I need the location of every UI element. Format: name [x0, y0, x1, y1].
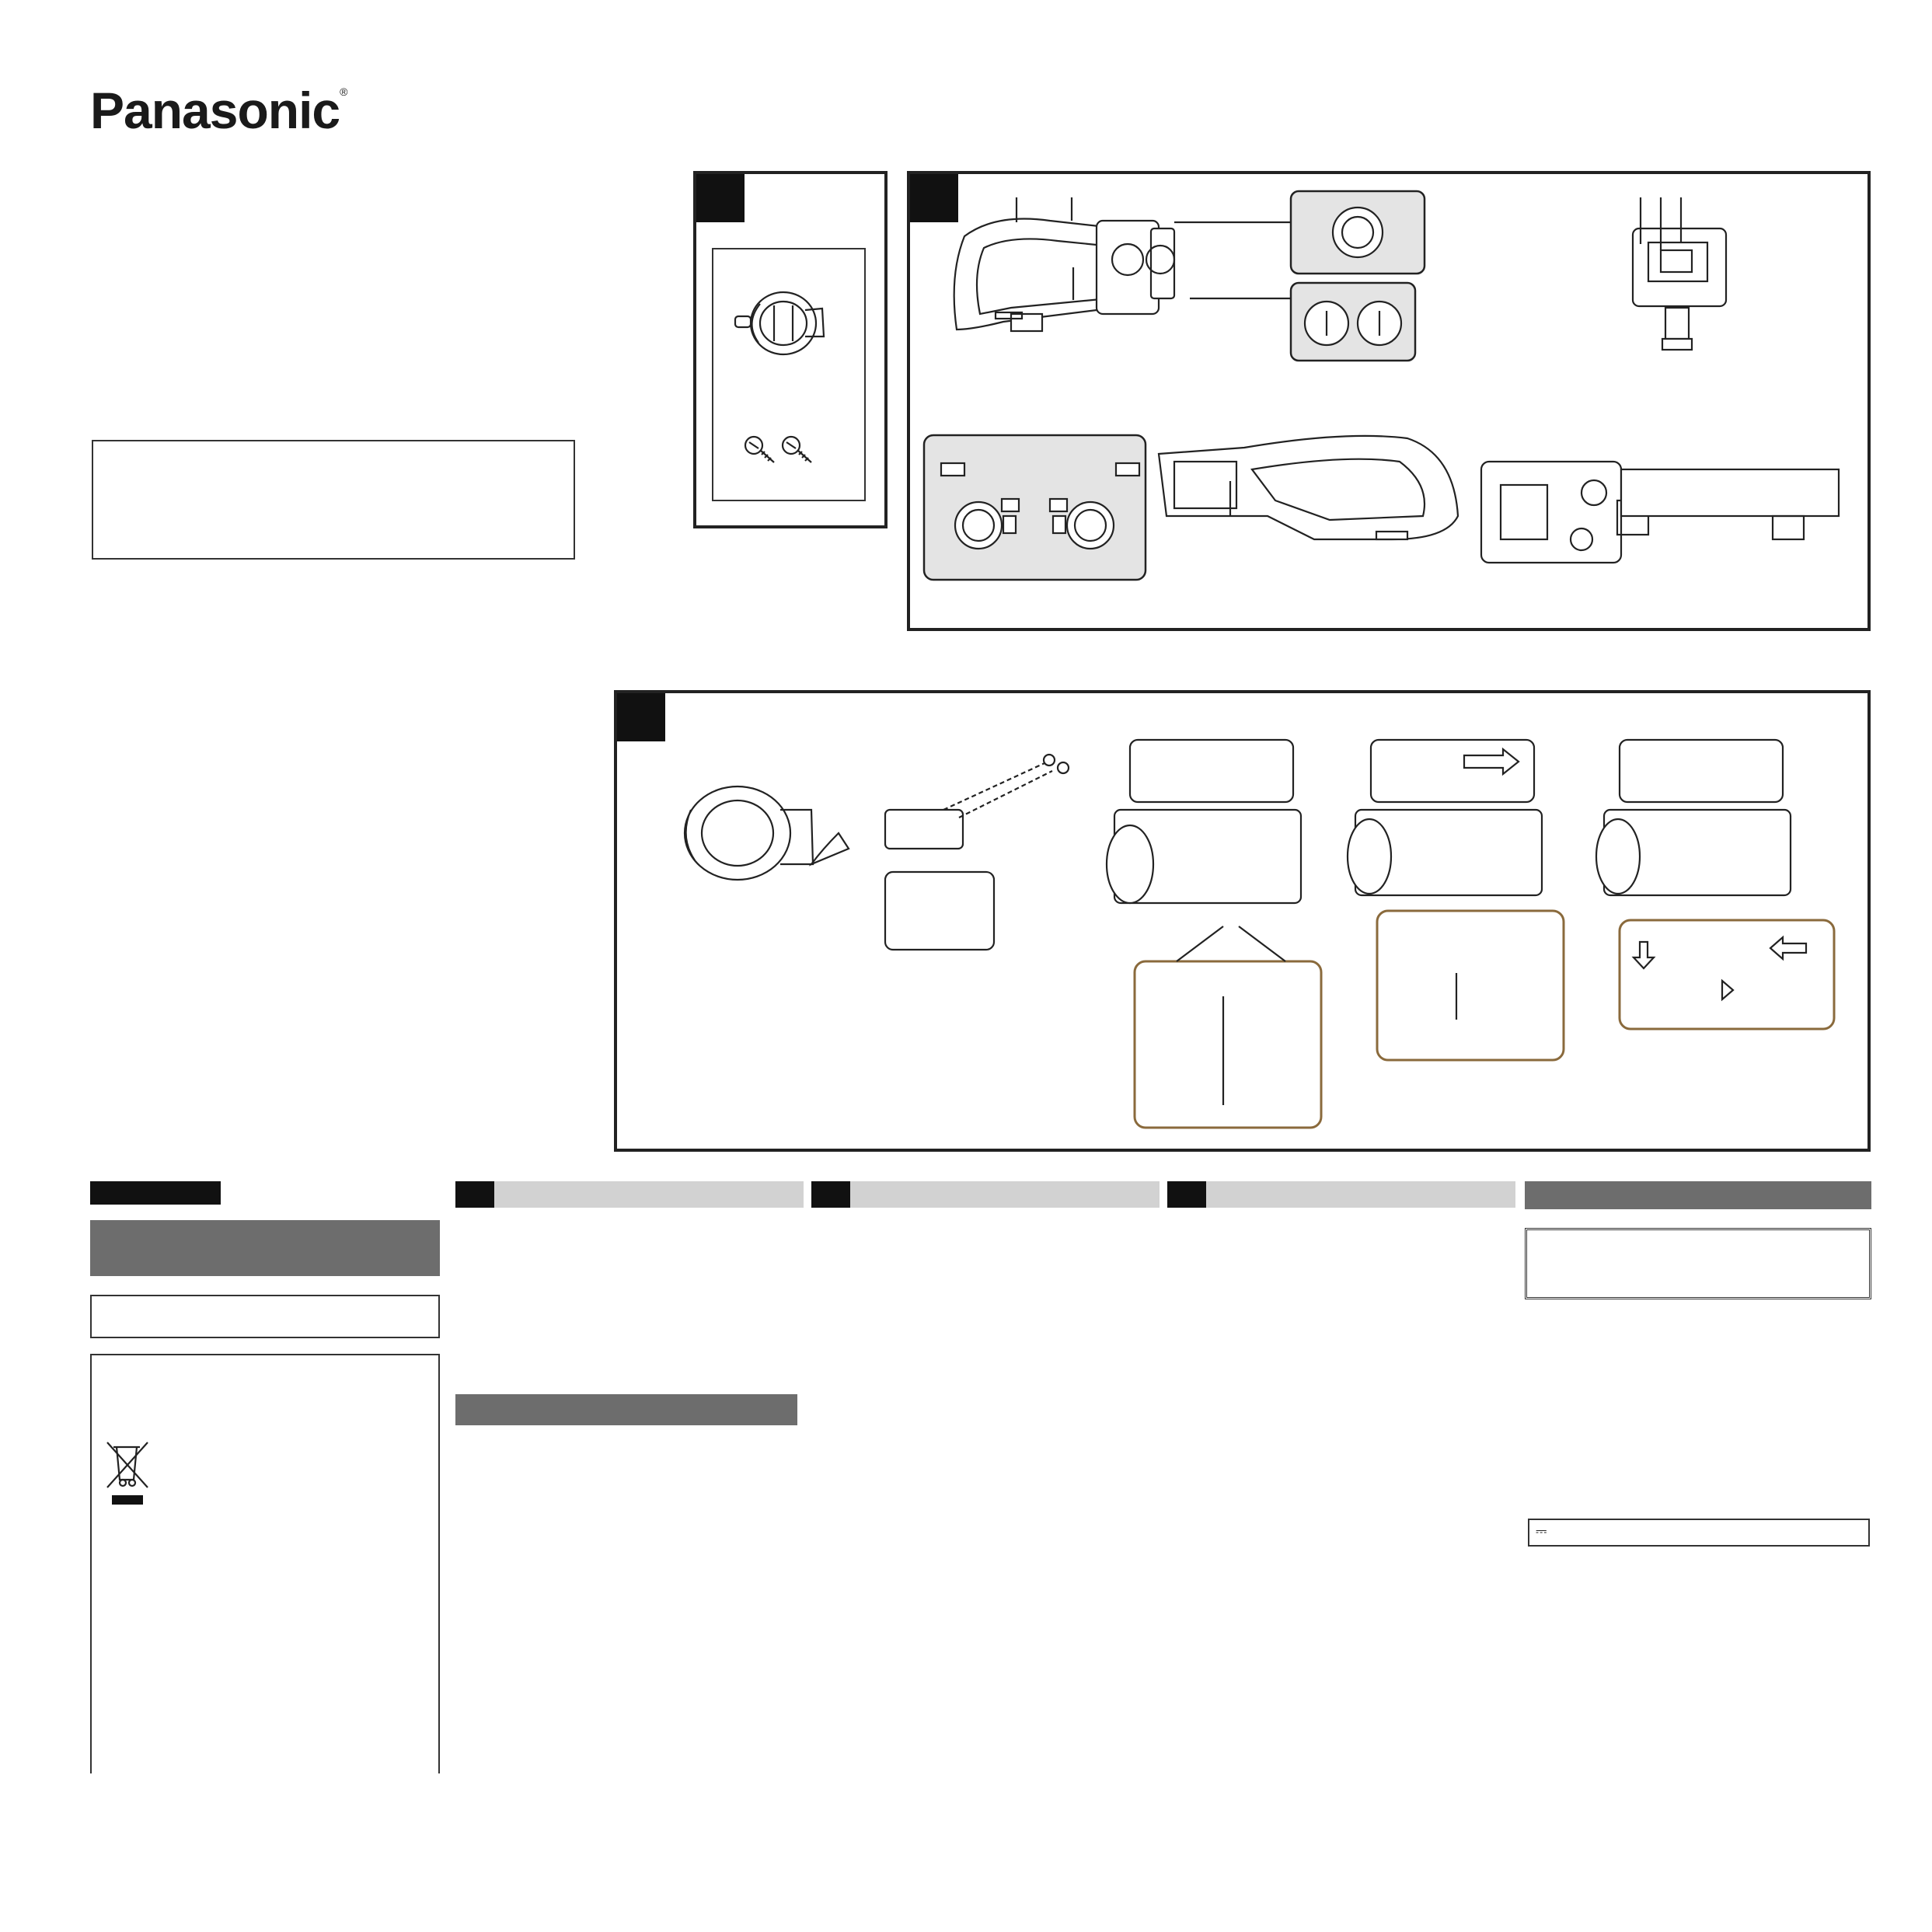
handle-rear-view — [1633, 197, 1726, 350]
camera-attach-step-3 — [1596, 740, 1834, 1029]
brand-logo-text: Panasonic — [90, 82, 340, 139]
accessories-illustration — [713, 249, 864, 500]
language-tab — [90, 1181, 221, 1205]
dc-power-box — [1528, 1519, 1870, 1547]
panel-marker — [696, 174, 745, 222]
brand-logo — [90, 81, 347, 140]
header-number-tab — [1167, 1181, 1206, 1208]
handle-plan-view — [1481, 462, 1839, 563]
column-2-header — [455, 1181, 804, 1208]
attach-panel — [614, 690, 1871, 1152]
xlr-inset-top — [1174, 191, 1425, 274]
registered-mark: ® — [340, 85, 347, 98]
audio-control-panel — [924, 435, 1146, 580]
weee-crossed-bin-icon — [99, 1432, 154, 1509]
accessories-panel — [693, 171, 888, 528]
screw-icon — [783, 437, 811, 462]
column-4-header — [1167, 1181, 1515, 1208]
column-3-header — [811, 1181, 1160, 1208]
parts-illustration — [910, 174, 1867, 628]
notice-box — [92, 440, 575, 560]
xlr-connector-icon — [1190, 283, 1415, 361]
column-5-header — [1525, 1181, 1871, 1209]
handle-side-view — [954, 197, 1174, 331]
spec-box — [1525, 1228, 1871, 1299]
camera-attach-step-2 — [1348, 740, 1564, 1060]
title-bar — [90, 1220, 440, 1276]
header-number-tab — [455, 1181, 494, 1208]
mic-holder-step — [685, 786, 849, 880]
disposal-info-box — [90, 1354, 440, 1773]
screw-icon — [745, 437, 774, 462]
column-2-subheader — [455, 1394, 797, 1425]
accessories-inner-box — [712, 248, 866, 501]
arrow-icon — [811, 833, 849, 864]
dc-symbol: ⎓ — [1536, 1523, 1547, 1540]
holder-screw-step — [885, 755, 1069, 950]
header-bar — [1206, 1181, 1515, 1208]
model-box — [90, 1295, 440, 1338]
header-number-tab — [811, 1181, 850, 1208]
header-bar — [850, 1181, 1160, 1208]
header-bar — [494, 1181, 804, 1208]
mic-holder-drawing — [735, 292, 824, 354]
parts-panel — [907, 171, 1871, 631]
attach-illustration — [617, 693, 1867, 1149]
camera-attach-step-1 — [1107, 740, 1321, 1128]
handle-bottom-view — [1159, 436, 1458, 539]
